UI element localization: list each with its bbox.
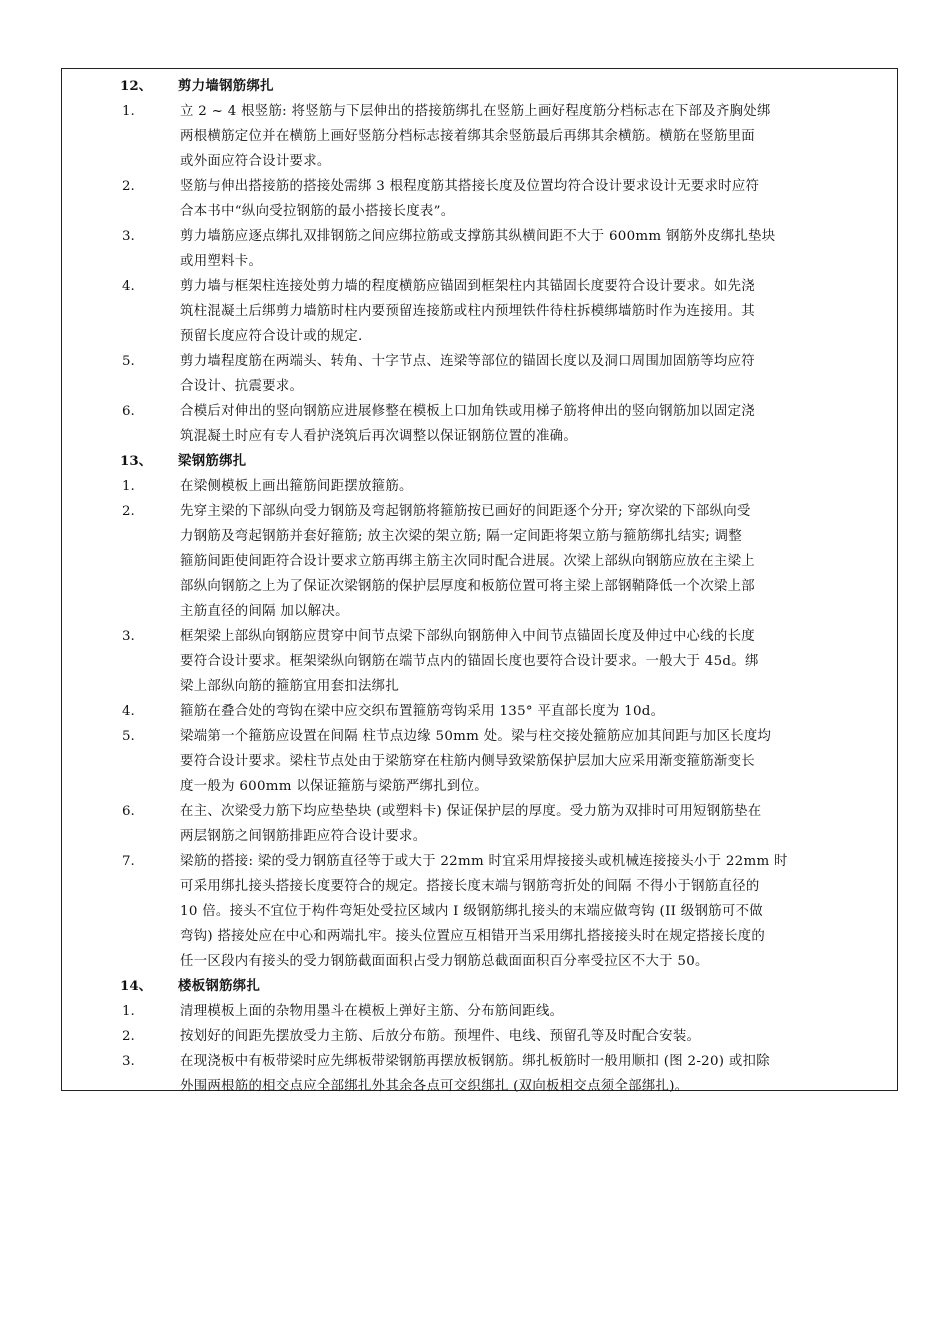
item-text-line: 清理模板上面的杂物用墨斗在模板上弹好主筋、分布筋间距线。 bbox=[180, 1004, 564, 1019]
list-item-continuation bbox=[62, 899, 897, 924]
list-item bbox=[62, 274, 897, 299]
item-text-line: 两层钢筋之间钢筋排距应符合设计要求。 bbox=[180, 829, 427, 844]
item-number bbox=[62, 299, 180, 324]
item-number bbox=[62, 324, 180, 349]
item-text-line: 力钢筋及弯起钢筋并套好箍筋; 放主次梁的架立筋; 隔一定间距将架立筋与箍筋绑扎结实; 调整 bbox=[180, 529, 743, 544]
item-number: 4. bbox=[122, 279, 135, 294]
item-number bbox=[62, 199, 180, 224]
list-item-continuation bbox=[62, 424, 897, 449]
list-item-continuation bbox=[62, 299, 897, 324]
item-number: 6. bbox=[122, 404, 135, 419]
item-text-line: 按划好的间距先摆放受力主筋、后放分布筋。预埋件、电线、预留孔等及时配合安装。 bbox=[180, 1029, 701, 1044]
item-text-line: 要符合设计要求。梁柱节点处由于梁筋穿在柱筋内侧导致梁筋保护层加大应采用渐变箍筋渐变长 bbox=[180, 754, 756, 769]
item-text-line: 10 倍。接头不宜位于构件弯矩处受拉区域内 I 级钢筋绑扎接头的末端应做弯钩 (II 级钢筋可不做 bbox=[180, 904, 763, 919]
section-number: 14、 bbox=[120, 978, 153, 994]
item-text-line: 主筋直径的间隔 加以解决。 bbox=[180, 604, 349, 619]
section-number: 13、 bbox=[120, 453, 153, 469]
item-number bbox=[62, 574, 180, 599]
item-number: 1. bbox=[122, 104, 135, 119]
item-number: 1. bbox=[122, 479, 135, 494]
list-item-continuation bbox=[62, 574, 897, 599]
item-text-line: 在主、次梁受力筋下均应垫垫块 (或塑料卡) 保证保护层的厚度。受力筋为双排时可用短钢筋垫在 bbox=[180, 804, 762, 819]
list-item-continuation bbox=[62, 1074, 897, 1099]
item-text-line: 立 2 ~ 4 根竖筋: 将竖筋与下层伸出的搭接筋绑扎在竖筋上画好程度筋分档标志在下部及齐胸处绑 bbox=[180, 104, 771, 119]
item-text-line: 竖筋与伸出搭接筋的搭接处需绑 3 根程度筋其搭接长度及位置均符合设计要求设计无要求时应符 bbox=[180, 179, 760, 194]
item-text-line: 剪力墙与框架柱连接处剪力墙的程度横筋应锚固到框架柱内其锚固长度要符合设计要求。如先浇 bbox=[180, 279, 756, 294]
item-text-line: 在梁侧模板上画出箍筋间距摆放箍筋。 bbox=[180, 479, 413, 494]
item-text-line: 梁上部纵向筋的箍筋宜用套扣法绑扎 bbox=[180, 679, 400, 694]
document-frame bbox=[61, 68, 898, 1094]
item-text-line: 梁筋的搭接: 梁的受力钢筋直径等于或大于 22mm 时宜采用焊接接头或机械连接接头小于 22mm 时 bbox=[180, 854, 788, 869]
item-number bbox=[62, 374, 180, 399]
item-number bbox=[62, 774, 180, 799]
item-number bbox=[62, 524, 180, 549]
list-item-continuation bbox=[62, 674, 897, 699]
item-text-line: 预留长度应符合设计或的规定. bbox=[180, 329, 363, 344]
list-item-continuation bbox=[62, 599, 897, 624]
item-text-line: 部纵向钢筋之上为了保证次梁钢筋的保护层厚度和板筋位置可将主梁上部钢鞘降低一个次梁上部 bbox=[180, 579, 756, 594]
item-number bbox=[62, 249, 180, 274]
item-text-line: 外围两根筋的相交点应全部绑扎外其余各点可交织绑扎 (双向板相交点须全部绑扎)。 bbox=[180, 1079, 689, 1094]
list-item bbox=[62, 99, 897, 124]
item-number: 5. bbox=[122, 354, 135, 369]
item-text-line: 箍筋间距使间距符合设计要求立筋再绑主筋主次同时配合进展。次梁上部纵向钢筋应放在主梁上 bbox=[180, 554, 756, 569]
list-item-continuation bbox=[62, 924, 897, 949]
item-number: 1. bbox=[122, 1004, 135, 1019]
list-item bbox=[62, 349, 897, 374]
item-number bbox=[62, 649, 180, 674]
item-number bbox=[62, 949, 180, 974]
section-title: 剪力墙钢筋绑扎 bbox=[178, 78, 274, 94]
section-number: 12、 bbox=[120, 78, 153, 94]
section-heading bbox=[62, 449, 897, 474]
item-number bbox=[62, 749, 180, 774]
item-number bbox=[62, 899, 180, 924]
list-item-continuation bbox=[62, 249, 897, 274]
item-text-line: 框架梁上部纵向钢筋应贯穿中间节点梁下部纵向钢筋伸入中间节点锚固长度及伸过中心线的长度 bbox=[180, 629, 756, 644]
item-text-line: 两根横筋定位并在横筋上画好竖筋分档标志接着绑其余竖筋最后再绑其余横筋。横筋在竖筋里面 bbox=[180, 129, 756, 144]
item-number: 3. bbox=[122, 629, 135, 644]
item-number: 6. bbox=[122, 804, 135, 819]
item-number bbox=[62, 149, 180, 174]
item-text-line: 或用塑料卡。 bbox=[180, 254, 263, 269]
item-number bbox=[62, 424, 180, 449]
item-text-line: 剪力墙程度筋在两端头、转角、十字节点、连梁等部位的锚固长度以及洞口周围加固筋等均应符 bbox=[180, 354, 756, 369]
item-text-line: 弯钩) 搭接处应在中心和两端扎牢。接头位置应互相错开当采用绑扎搭接接头时在规定搭接长度的 bbox=[180, 929, 766, 944]
list-item-continuation bbox=[62, 524, 897, 549]
item-number: 3. bbox=[122, 229, 135, 244]
list-item bbox=[62, 499, 897, 524]
list-item-continuation bbox=[62, 749, 897, 774]
section-title: 梁钢筋绑扎 bbox=[178, 453, 247, 469]
list-item bbox=[62, 999, 897, 1024]
item-text-line: 先穿主梁的下部纵向受力钢筋及弯起钢筋将箍筋按已画好的间距逐个分开; 穿次梁的下部纵向受 bbox=[180, 504, 751, 519]
item-number bbox=[62, 549, 180, 574]
list-item bbox=[62, 724, 897, 749]
item-text-line: 剪力墙筋应逐点绑扎双排钢筋之间应绑拉筋或支撑筋其纵横间距不大于 600mm 钢筋外皮绑扎垫块 bbox=[180, 229, 776, 244]
section-title: 楼板钢筋绑扎 bbox=[178, 978, 261, 994]
list-item-continuation bbox=[62, 874, 897, 899]
item-number bbox=[62, 124, 180, 149]
item-text-line: 或外面应符合设计要求。 bbox=[180, 154, 331, 169]
item-text-line: 任一区段内有接头的受力钢筋截面面积占受力钢筋总截面面积百分率受拉区不大于 50。 bbox=[180, 954, 709, 969]
document-content bbox=[62, 74, 897, 1099]
list-item bbox=[62, 699, 897, 724]
item-number: 3. bbox=[122, 1054, 135, 1069]
list-item-continuation bbox=[62, 549, 897, 574]
item-text-line: 梁端第一个箍筋应设置在间隔 柱节点边缘 50mm 处。梁与柱交接处箍筋应加其间距与加区长度均 bbox=[180, 729, 772, 744]
list-item bbox=[62, 224, 897, 249]
item-text-line: 要符合设计要求。框架梁纵向钢筋在端节点内的锚固长度也要符合设计要求。一般大于 45d。绑 bbox=[180, 654, 759, 669]
list-item bbox=[62, 399, 897, 424]
item-text-line: 筑混凝土时应有专人看护浇筑后再次调整以保证钢筋位置的准确。 bbox=[180, 429, 578, 444]
list-item bbox=[62, 624, 897, 649]
list-item-continuation bbox=[62, 774, 897, 799]
item-number: 2. bbox=[122, 179, 135, 194]
list-item-continuation bbox=[62, 824, 897, 849]
list-item-continuation bbox=[62, 649, 897, 674]
list-item bbox=[62, 1049, 897, 1074]
list-item bbox=[62, 1024, 897, 1049]
item-number: 2. bbox=[122, 504, 135, 519]
item-text-line: 度一般为 600mm 以保证箍筋与梁筋严绑扎到位。 bbox=[180, 779, 488, 794]
item-text-line: 合模后对伸出的竖向钢筋应进展修整在模板上口加角铁或用梯子筋将伸出的竖向钢筋加以固定浇 bbox=[180, 404, 756, 419]
item-number: 7. bbox=[122, 854, 135, 869]
list-item-continuation bbox=[62, 949, 897, 974]
list-item-continuation bbox=[62, 374, 897, 399]
list-item bbox=[62, 474, 897, 499]
list-item-continuation bbox=[62, 149, 897, 174]
item-number bbox=[62, 674, 180, 699]
list-item-continuation bbox=[62, 324, 897, 349]
item-text-line: 可采用绑扎接头搭接长度要符合的规定。搭接长度末端与钢筋弯折处的间隔 不得小于钢筋直径的 bbox=[180, 879, 760, 894]
list-item-continuation bbox=[62, 199, 897, 224]
item-text-line: 筑柱混凝土后绑剪力墙筋时柱内要预留连接筋或柱内预埋铁件待柱拆模绑墙筋时作为连接用。其 bbox=[180, 304, 756, 319]
item-number: 5. bbox=[122, 729, 135, 744]
item-text-line: 合设计、抗震要求。 bbox=[180, 379, 304, 394]
item-text-line: 在现浇板中有板带梁时应先绑板带梁钢筋再摆放板钢筋。绑扎板筋时一般用顺扣 (图 2-20) 或扣除 bbox=[180, 1054, 770, 1069]
list-item bbox=[62, 799, 897, 824]
item-text-line: 合本书中“纵向受拉钢筋的最小搭接长度表”。 bbox=[180, 204, 455, 219]
item-text-line: 箍筋在叠合处的弯钩在梁中应交织布置箍筋弯钩采用 135° 平直部长度为 10d。 bbox=[180, 704, 665, 719]
section-heading bbox=[62, 74, 897, 99]
item-number bbox=[62, 824, 180, 849]
item-number bbox=[62, 599, 180, 624]
list-item bbox=[62, 849, 897, 874]
item-number: 2. bbox=[122, 1029, 135, 1044]
section-heading bbox=[62, 974, 897, 999]
item-number: 4. bbox=[122, 704, 135, 719]
list-item bbox=[62, 174, 897, 199]
item-number bbox=[62, 924, 180, 949]
list-item-continuation bbox=[62, 124, 897, 149]
item-number bbox=[62, 874, 180, 899]
item-number bbox=[62, 1074, 180, 1099]
